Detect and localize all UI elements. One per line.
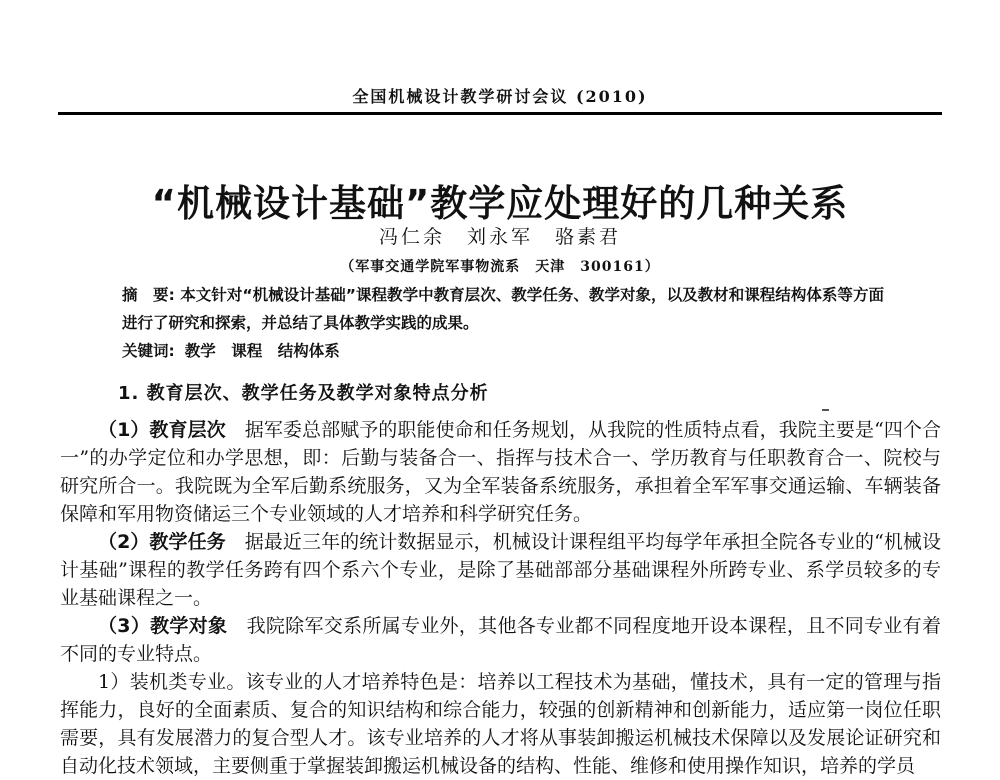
abstract-block bbox=[122, 281, 884, 337]
keywords-label: 关键词: bbox=[122, 342, 175, 360]
paragraph-3-text: 我院除军交系所属专业外，其他各专业都不同程度地开设本课程，且不同专业有着不同的专业特点。 bbox=[60, 615, 941, 665]
paragraph-machinery-major bbox=[60, 668, 941, 780]
paragraph-2-lead: （2）教学任务 bbox=[98, 531, 226, 553]
conference-header: 全国机械设计教学研讨会议 (2010) bbox=[352, 87, 648, 106]
abstract-text: 本文针对“机械设计基础”课程教学中教育层次、教学任务、教学对象，以及教材和课程结构体系等方面进行了研究和探索，并总结了具体教学实践的成果。 bbox=[122, 286, 884, 332]
paragraph-teaching-object bbox=[60, 612, 941, 668]
section-1-heading: 1. 教育层次、教学任务及教学对象特点分析 bbox=[118, 383, 489, 404]
paragraph-2-text: 据最近三年的统计数据显示，机械设计课程组平均每学年承担全院各专业的“机械设计基础”课程的教学任务跨有四个系六个专业，是除了基础部部分基础课程外所跨专业、系学员较多的专业基础课程之一。 bbox=[60, 531, 941, 609]
keywords-value: 教学 课程 结构体系 bbox=[184, 342, 340, 360]
keywords-line bbox=[122, 337, 884, 365]
abstract-label: 摘 要: bbox=[122, 286, 175, 304]
paragraph-education-level bbox=[60, 416, 941, 528]
authors-line: 冯仁余 刘永军 骆素君 bbox=[378, 226, 621, 248]
paper-title: “机械设计基础”教学应处理好的几种关系 bbox=[151, 181, 849, 225]
paragraph-teaching-task bbox=[60, 528, 941, 612]
scan-artifact-mark bbox=[822, 409, 829, 411]
paragraph-1-lead: （1）教育层次 bbox=[98, 419, 226, 441]
article-body bbox=[60, 416, 941, 780]
paragraph-1-text: 据军委总部赋予的职能使命和任务规划，从我院的性质特点看，我院主要是“四个合一”的办学定位和办学思想，即：后勤与装备合一、指挥与技术合一、学历教育与任职教育合一、院校与研究所合一。我院既为全军后勤系统服务，又为全军装备系统服务，承担着全军军事交通运输、车辆装备保障和军用物资储运三个专业领域的人才培养和科学研究任务。 bbox=[60, 419, 941, 525]
affiliation-line: （军事交通学院军事物流系 天津 300161） bbox=[340, 259, 660, 275]
paragraph-4-text: 1）装机类专业。该专业的人才培养特色是：培养以工程技术为基础，懂技术，具有一定的管理与指挥能力，良好的全面素质、复合的知识结构和综合能力，较强的创新精神和创新能力，适应第一岗位任职需要，具有发展潜力的复合型人才。该专业培养的人才将从事装卸搬运机械技术保障以及发展论证研究和自动化技术领域，主要侧重于掌握装卸搬运机械设备的结构、性能、维修和使用操作知识，培养的学员 bbox=[60, 671, 941, 777]
paragraph-3-lead: （3）教学对象 bbox=[98, 615, 228, 637]
header-rule bbox=[58, 112, 942, 115]
